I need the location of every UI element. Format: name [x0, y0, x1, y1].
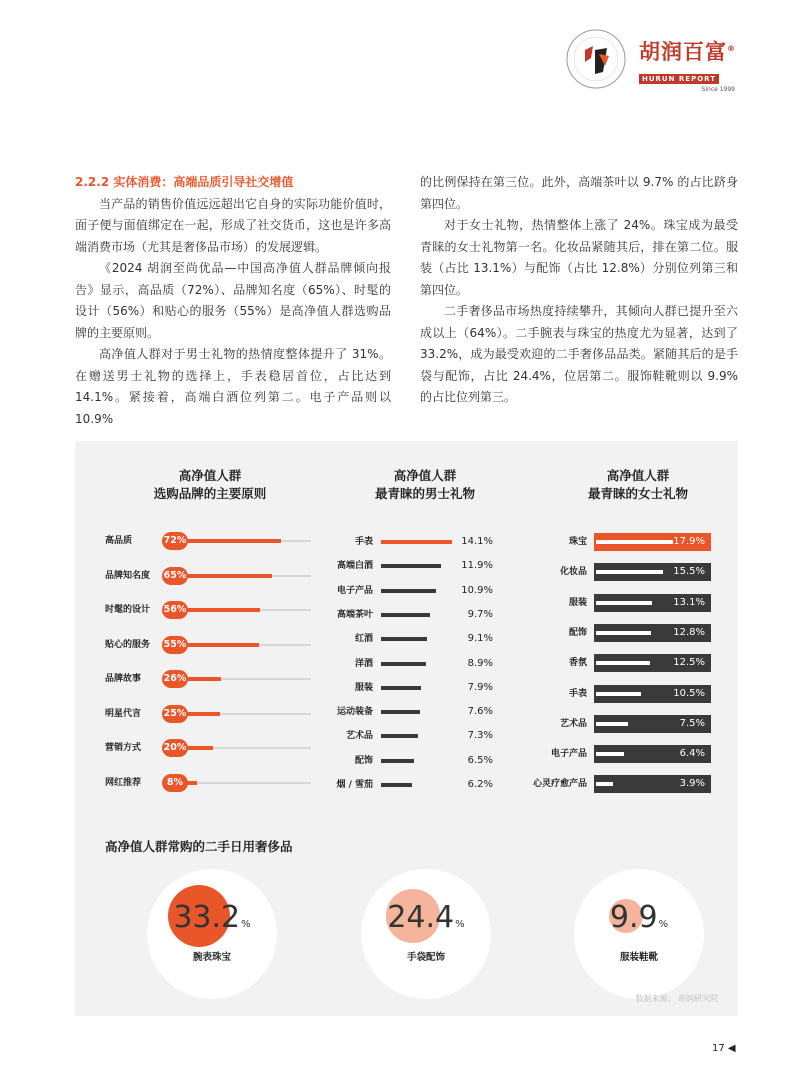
anniversary-seal-icon	[565, 28, 627, 90]
women-gift-bar	[596, 661, 650, 665]
secondhand-label: 腕表珠宝	[192, 952, 231, 963]
women-gift-row	[75, 685, 738, 703]
women-gift-row	[75, 745, 738, 763]
men-gift-value: 11.9%	[461, 560, 493, 572]
chart-title-men-gifts: 高净值人群 最青睐的男士礼物	[374, 468, 475, 501]
secondhand-value	[361, 901, 491, 942]
men-gift-value: 6.2%	[467, 779, 493, 790]
women-gift-row	[75, 775, 738, 793]
secondhand-value	[574, 901, 704, 942]
men-gift-value: 9.1%	[467, 633, 493, 645]
women-gift-label: 电子产品	[550, 749, 587, 760]
women-gift-bar	[596, 782, 613, 786]
paragraph: 当产品的销售价值远远超出它自身的实际功能价值时，面子便与面值绑定在一起，形成了社交货币，这也是许多高端消费市场（尤其是奢侈品市场）的发展逻辑。	[75, 196, 391, 254]
men-gift-label: 烟 / 雪茄	[336, 780, 373, 790]
men-gift-bar	[381, 589, 436, 593]
principle-label: 贴心的服务	[105, 639, 151, 650]
hurun-logo	[565, 28, 745, 98]
women-gift-bar	[596, 692, 641, 696]
men-gift-label: 红酒	[354, 634, 373, 645]
secondhand-value-number: 24.4	[387, 900, 455, 935]
men-gift-label: 服装	[354, 682, 373, 693]
women-gift-value: 17.9%	[673, 536, 705, 547]
women-gift-label: 手表	[568, 688, 587, 699]
principle-value-badge: 72%	[162, 532, 188, 550]
paragraph: 高净值人群对于男士礼物的热情度整体提升了 31%。在赠送男士礼物的选择上，手表稳居首位，占比达到 14.1%。紧接着，高端白酒位列第二。电子产品则以 10.9%	[75, 347, 391, 426]
men-gift-label: 电子产品	[336, 585, 373, 596]
section-title: 2.2.2 实体消费：高端品质引导社交增值	[75, 175, 294, 189]
secondhand-title: 高净值人群常购的二手日用奢侈品	[105, 839, 293, 854]
men-gift-label: 手表	[354, 537, 373, 547]
secondhand-value	[147, 901, 277, 942]
principle-value-badge: 65%	[162, 567, 188, 585]
secondhand-circle	[147, 869, 277, 999]
women-gift-value: 7.5%	[679, 717, 705, 729]
principle-value-badge: 8%	[162, 774, 188, 792]
paragraph: 对于女士礼物，热情整体上涨了 24%。珠宝成为最受青睐的女士礼物第一名。化妆品紧随其后，排在第二位。服装（占比 13.1%）与配饰（占比 12.8%）分别位列第三和第四位。	[420, 218, 738, 297]
women-gift-label: 化妆品	[559, 567, 587, 578]
women-gift-label: 心灵疗愈产品	[532, 779, 587, 790]
men-gift-bar	[381, 710, 420, 714]
women-gift-label: 珠宝	[568, 537, 587, 547]
secondhand-label: 手袋配饰	[406, 952, 445, 963]
secondhand-value-number: 33.2	[173, 900, 241, 935]
women-gift-row	[75, 533, 738, 551]
men-gift-value: 10.9%	[461, 584, 493, 596]
women-gift-label: 配饰	[568, 627, 587, 638]
principle-value-badge: 26%	[162, 670, 188, 688]
men-gift-label: 高端白酒	[336, 561, 373, 572]
men-gift-label: 运动装备	[336, 707, 373, 718]
principle-value-badge: 25%	[162, 705, 188, 723]
text-column-left	[75, 172, 391, 430]
brand-name-cn: 胡润百富®	[639, 40, 736, 64]
principle-value-badge: 56%	[162, 601, 188, 619]
text-column-right	[420, 172, 738, 409]
chart-title-principles: 高净值人群 选购品牌的主要原则	[153, 468, 267, 501]
paragraph: 二手奢侈品市场热度持续攀升，其倾向人群已提升至六成以上（64%）。二手腕表与珠宝的热度尤为显著，达到了 33.2%，成为最受欢迎的二手奢侈品品类。紧随其后的是手袋与配饰，占比 24.4%，位居第二。服饰鞋靴则以 9.9% 的占比位列第三。	[420, 304, 738, 404]
page-number: 17 ◀	[712, 1043, 736, 1054]
women-gift-row	[75, 715, 738, 733]
principle-value-badge: 55%	[162, 636, 188, 654]
men-gift-value: 9.7%	[467, 608, 493, 620]
women-gift-row	[75, 654, 738, 672]
women-gift-label: 服装	[568, 597, 587, 608]
women-gift-row	[75, 563, 738, 581]
women-gift-bar	[596, 631, 651, 635]
women-gift-value: 3.9%	[679, 778, 705, 790]
secondhand-value-number: 9.9	[609, 900, 658, 935]
men-gift-bar	[381, 734, 418, 738]
men-gift-bar	[381, 613, 430, 617]
women-gift-value: 6.4%	[679, 748, 705, 760]
men-gift-label: 配饰	[354, 755, 373, 766]
secondhand-value-unit: %	[241, 919, 251, 930]
women-gift-bar	[596, 570, 663, 574]
secondhand-circle	[574, 869, 704, 999]
chart-title-women-gifts: 高净值人群 最青睐的女士礼物	[587, 468, 688, 501]
principle-label: 高品质	[105, 536, 133, 546]
women-gift-row	[75, 624, 738, 642]
principle-label: 明星代言	[105, 708, 142, 719]
women-gift-value: 12.5%	[673, 657, 705, 669]
brand-since: Since 1999	[701, 86, 735, 93]
men-gift-value: 7.6%	[467, 706, 493, 718]
women-gift-bar	[596, 722, 628, 726]
men-gift-value: 14.1%	[461, 536, 493, 547]
secondhand-label: 服装鞋靴	[619, 952, 658, 963]
secondhand-value-unit: %	[455, 919, 465, 930]
brand-name-en: HURUN REPORT	[639, 74, 719, 84]
secondhand-value-unit: %	[658, 919, 669, 930]
women-gift-bar	[596, 752, 624, 756]
principle-value-badge: 20%	[162, 739, 188, 757]
women-gift-bar	[596, 540, 673, 544]
brand-block	[639, 36, 745, 93]
infographic-panel	[75, 441, 738, 1016]
women-gift-bar	[596, 601, 652, 605]
principle-label: 网红推荐	[105, 777, 142, 788]
women-gift-row	[75, 594, 738, 612]
men-gift-label: 高端茶叶	[336, 609, 373, 620]
women-gift-label: 香氛	[568, 658, 587, 669]
principle-label: 时髦的设计	[105, 605, 151, 615]
women-gift-value: 10.5%	[673, 687, 705, 699]
men-gift-value: 7.3%	[467, 730, 493, 742]
principle-label: 品牌知名度	[105, 570, 151, 581]
paragraph: 《2024 胡润至尚优品—中国高净值人群品牌倾向报告》显示，高品质（72%）、品牌知名度（65%）、时髦的设计（56%）和贴心的服务（55%）是高净值人群选购品牌的主要原则。	[75, 261, 391, 340]
secondhand-circle	[361, 869, 491, 999]
data-source: 数据来源： 胡润研究院	[635, 994, 718, 1003]
men-gift-label: 艺术品	[345, 731, 373, 742]
women-gift-label: 艺术品	[559, 718, 587, 729]
men-gift-value: 7.9%	[467, 681, 493, 693]
women-gift-value: 15.5%	[673, 566, 705, 578]
men-gift-label: 洋酒	[354, 658, 373, 669]
men-gift-value: 8.9%	[467, 657, 493, 669]
men-gift-value: 6.5%	[467, 754, 493, 766]
paragraph: 的比例保持在第三位。此外，高端茶叶以 9.7% 的占比跻身第四位。	[420, 175, 738, 211]
women-gift-value: 12.8%	[673, 626, 705, 638]
women-gift-value: 13.1%	[673, 596, 705, 608]
principle-label: 营销方式	[105, 743, 142, 753]
principle-label: 品牌故事	[105, 674, 142, 684]
